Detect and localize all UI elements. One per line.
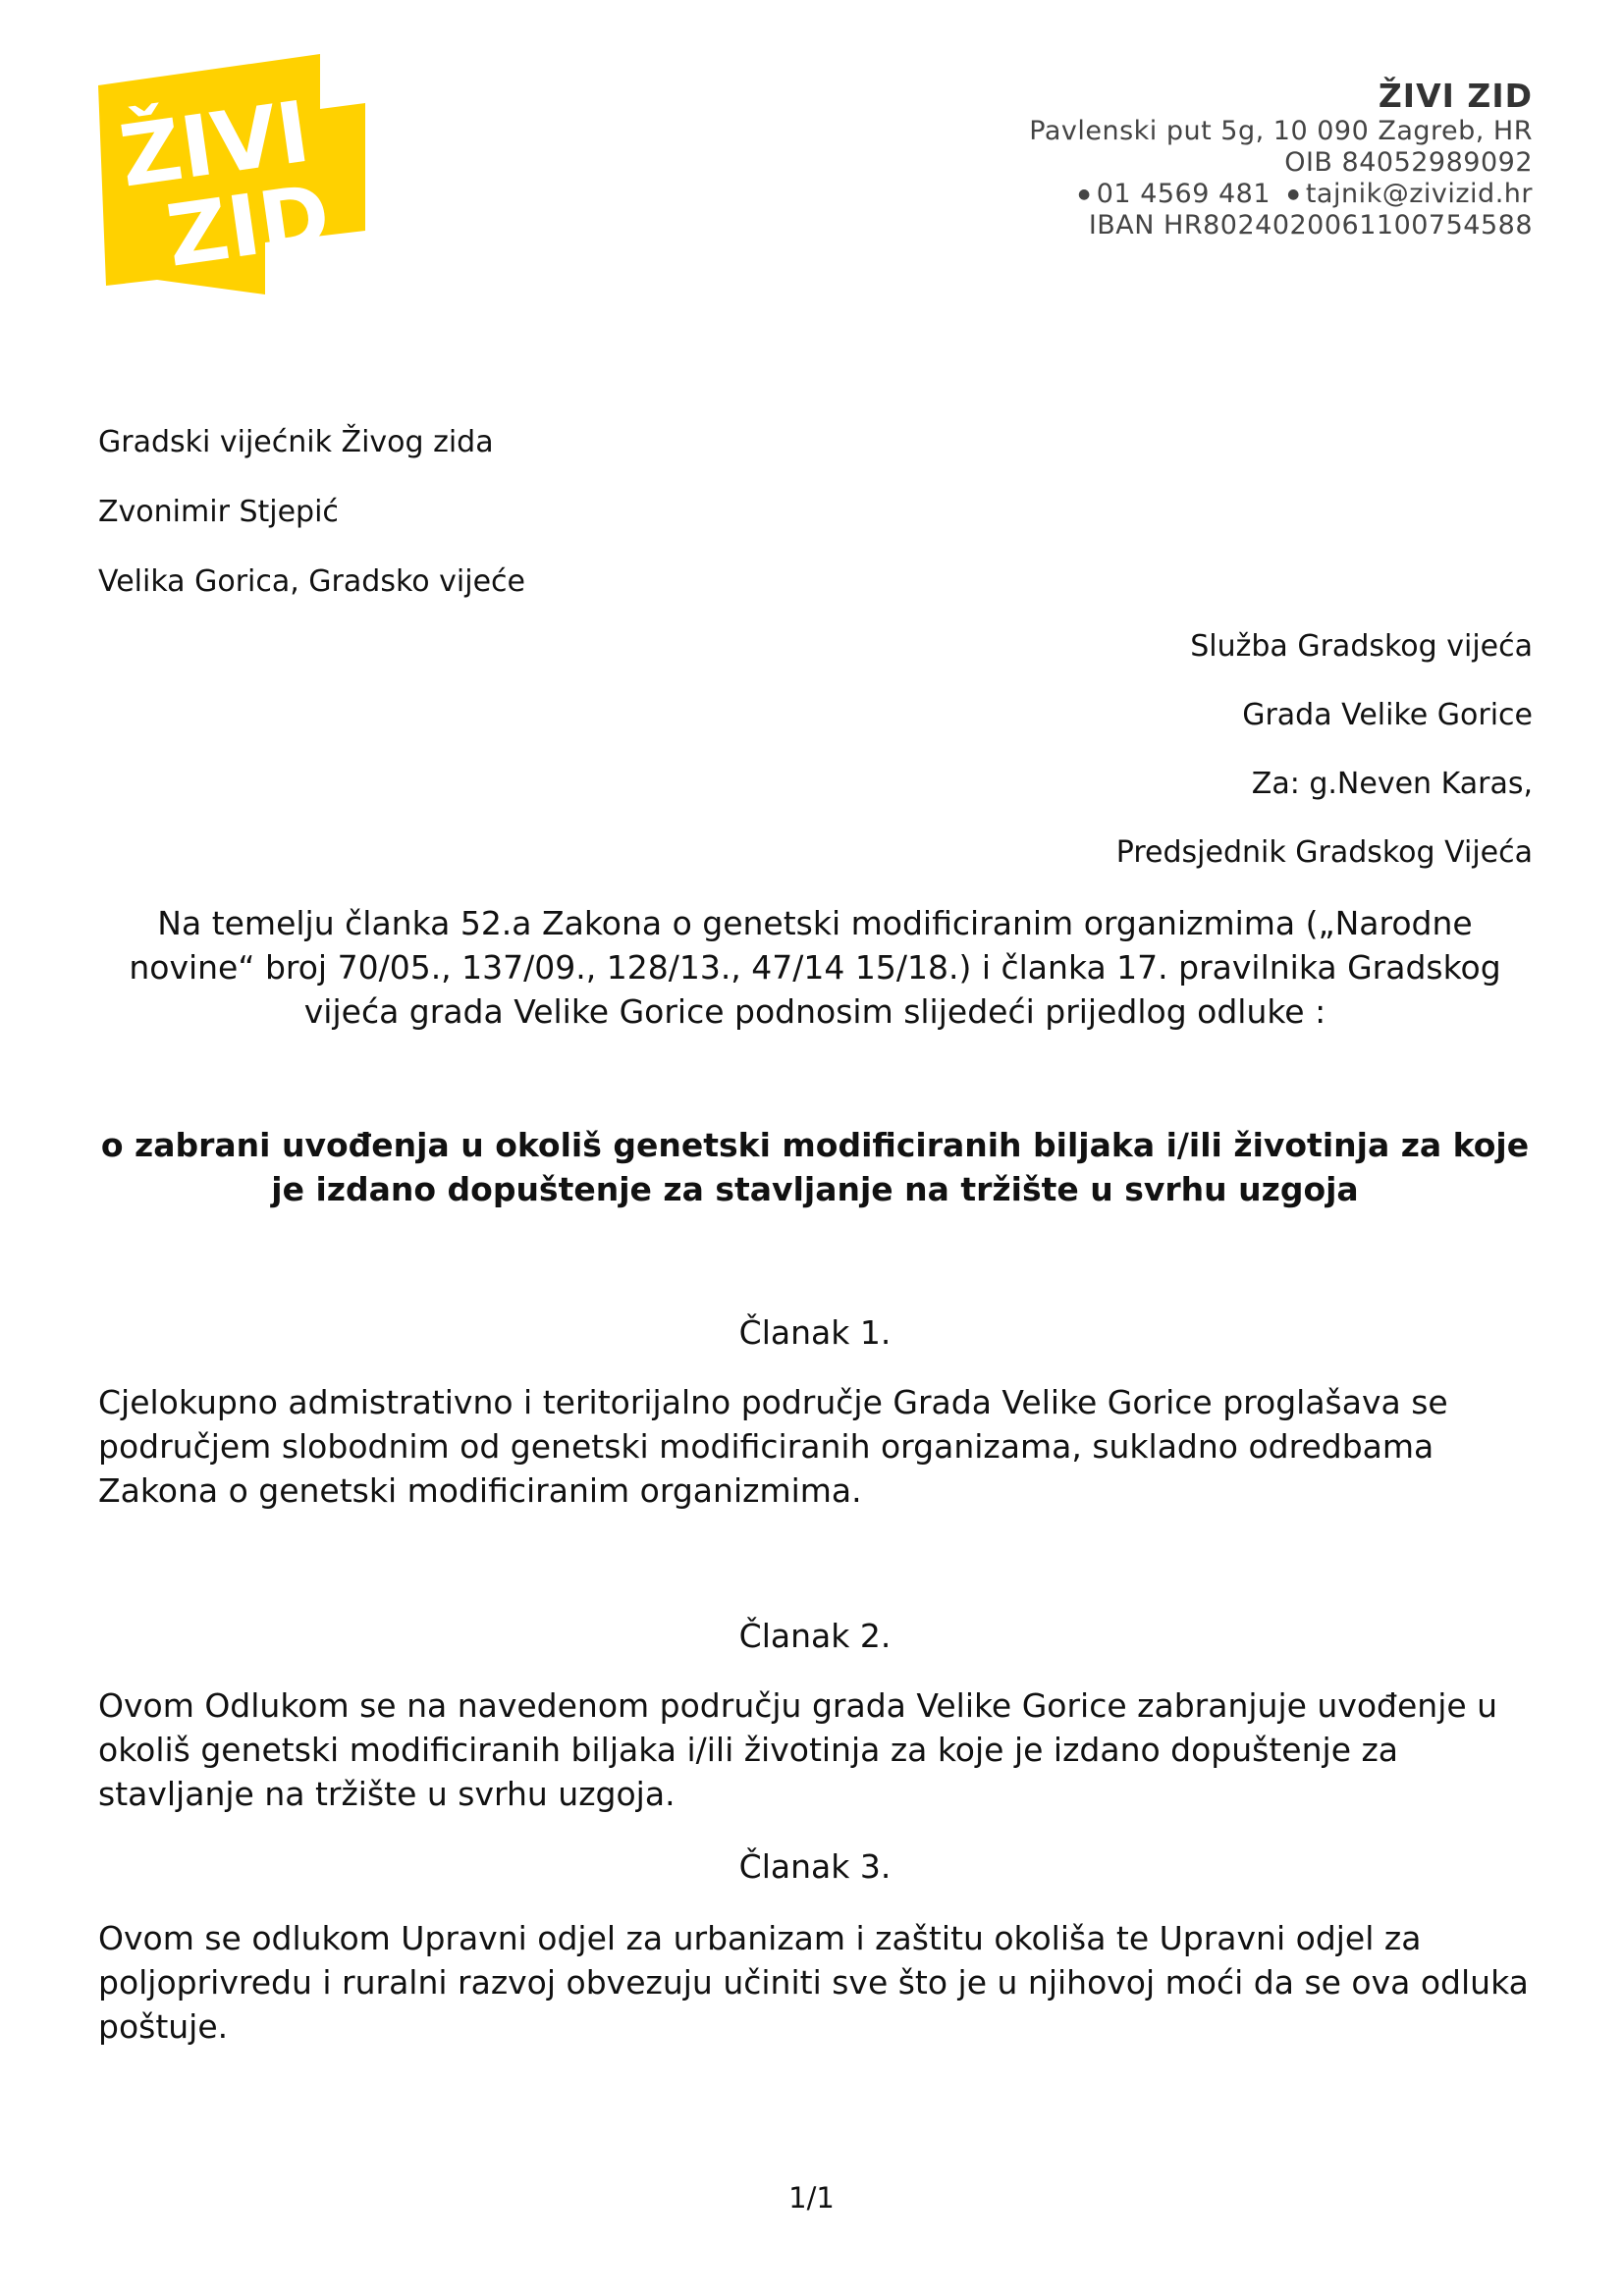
sender-line: Gradski vijećnik Živog zida <box>98 425 494 459</box>
organization-contact <box>1029 179 1533 210</box>
organization-phone: 01 4569 481 <box>1096 179 1271 209</box>
page-number: 1/1 <box>788 2181 835 2215</box>
article-3-body: Ovom se odlukom Upravni odjel za urbanizam i zaštitu okoliša te Upravni odjel za poljoprivredu i ruralni razvoj obvezuju učiniti sve što je u njihovoj moći da se ova odluka poštuje. <box>98 1919 1529 2046</box>
recipient-line: Služba Gradskog vijeća <box>1190 629 1533 664</box>
phone-icon: ● <box>1078 187 1091 202</box>
email-icon: ● <box>1287 187 1300 202</box>
organization-name: ŽIVI ZID <box>1378 77 1533 115</box>
organization-oib: OIB 84052989092 <box>1284 147 1533 178</box>
recipient-block <box>1116 630 1533 905</box>
recipient-line: Za: g.Neven Karas, <box>1251 767 1533 801</box>
organization-info <box>1029 77 1533 241</box>
article-3-title: Članak 3. <box>738 1847 892 1886</box>
organization-email[interactable]: tajnik@zivizid.hr <box>1305 179 1533 209</box>
sender-line: Velika Gorica, Gradsko vijeće <box>98 564 525 599</box>
recipient-line: Grada Velike Gorice <box>1242 698 1533 732</box>
logo-text-line2: ZID <box>160 166 337 287</box>
article-1-title: Članak 1. <box>738 1313 892 1352</box>
decision-title: o zabrani uvođenja u okoliš genetski modificiranih biljaka i/ili životinja za koje je izdano dopuštenje za stavljanje na tržište u svrhu uzgoja <box>100 1126 1530 1208</box>
article-2-body: Ovom Odlukom se na navedenom području grada Velike Gorice zabranjuje uvođenje u okoliš genetski modificiranih biljaka i/ili životinja za koje je izdano dopuštenje za stavljanje na tržište u svrhu uzgoja. <box>98 1686 1498 1813</box>
sender-line: Zvonimir Stjepić <box>98 495 339 529</box>
organization-iban: IBAN HR8024020061100754588 <box>1088 210 1533 240</box>
organization-address: Pavlenski put 5g, 10 090 Zagreb, HR <box>1029 116 1533 146</box>
recipient-line: Predsjednik Gradskog Vijeća <box>1115 835 1533 870</box>
logo-text-line1: ŽIVI <box>114 82 316 207</box>
intro-paragraph: Na temelju članka 52.a Zakona o genetski modificiranim organizmima („Narodne novine“ broj 70/05., 137/09., 128/13., 47/14 15/18.) i članka 17. pravilnika Gradskog vijeća grada Velike Gorice podnosim slijedeći prijedlog odluke : <box>129 904 1501 1031</box>
zivi-zid-logo <box>98 54 365 294</box>
article-2-title: Članak 2. <box>738 1617 892 1655</box>
article-1-body: Cjelokupno admistrativno i teritorijalno područje Grada Velike Gorice proglašava se područjem slobodnim od genetski modificiranih organizama, sukladno odredbama Zakona o genetski modificiranim organizmima. <box>98 1383 1448 1510</box>
sender-block <box>98 426 525 635</box>
